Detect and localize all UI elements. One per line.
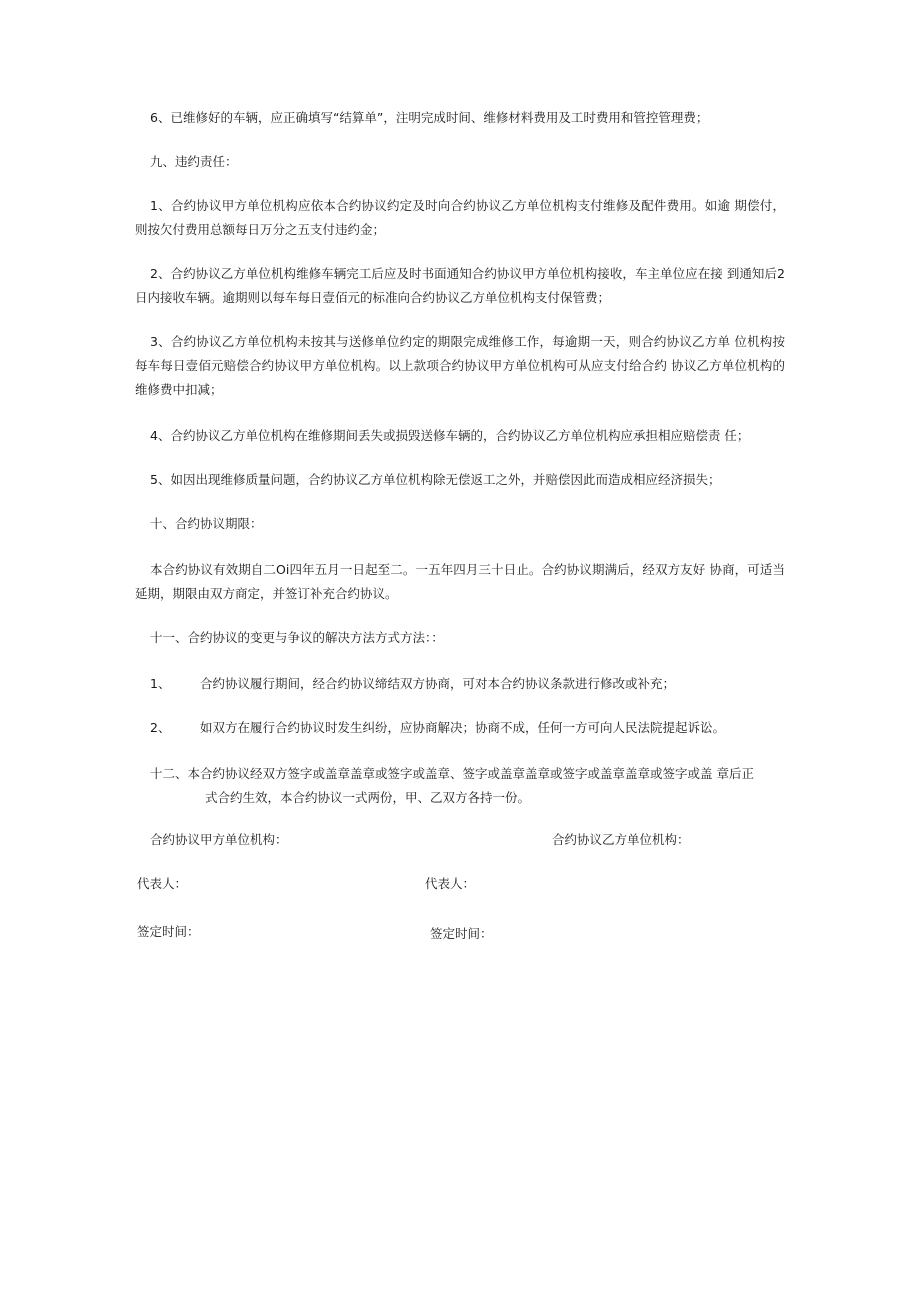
representative-b-label: 代表人： [425, 876, 476, 891]
breach-item-5: 5、如因出现维修质量问题，合约协议乙方单位机构除无偿返工之外，并赔偿因此而造成相应经济损失； [150, 472, 721, 487]
section-heading-term: 十、合约协议期限： [150, 516, 263, 531]
effectiveness-line-2: 式合约生效，本合约协议一式两份，甲、乙双方各持一份。 [205, 790, 531, 805]
section-heading-breach: 九、违约责任： [150, 154, 238, 169]
dispute-item-1 [150, 674, 675, 694]
dispute-item-2 [150, 718, 725, 738]
dispute-item-2-number: 2、 [150, 720, 171, 735]
party-b-label: 合约协议乙方单位机构： [552, 832, 690, 847]
dispute-item-1-text: 合约协议履行期间，经合约协议缔结双方协商，可对本合约协议条款进行修改或补充； [200, 676, 676, 691]
representative-a-label: 代表人： [137, 876, 188, 891]
section-effectiveness [150, 762, 785, 810]
dispute-item-1-number: 1、 [150, 676, 171, 691]
dispute-item-2-text: 如双方在履行合约协议时发生纠纷，应协商解决；协商不成，任何一方可向人民法院提起诉讼。 [200, 720, 726, 735]
breach-item-1: 1、合约协议甲方单位机构应依本合约协议约定及时向合约协议乙方单位机构支付维修及配件费用。如逾 期偿付，则按欠付费用总额每日万分之五支付违约金； [135, 198, 785, 237]
effectiveness-line-1: 十二、本合约协议经双方签字或盖章盖章或签字或盖章、签字或盖章盖章或签字或盖章盖章或签字或盖 章后正 [150, 766, 754, 781]
breach-item-2: 2、合约协议乙方单位机构维修车辆完工后应及时书面通知合约协议甲方单位机构接收，车主单位应在接 到通知后2日内接收车辆。逾期则以每车每日壹佰元的标准向合约协议乙方单位机构支付保管费； [135, 266, 785, 305]
breach-item-3: 3、合约协议乙方单位机构未按其与送修单位约定的期限完成维修工作，每逾期一天，则合约协议乙方单 位机构按每车每日壹佰元赔偿合约协议甲方单位机构。以上款项合约协议甲方单位机构可从应支付给合约 协议乙方单位机构的维修费中扣减； [135, 334, 785, 397]
clause-item-6: 6、已维修好的车辆，应正确填写“结算单”，注明完成时间、维修材料费用及工时费用和管控管理费； [150, 110, 709, 125]
signing-date-b-label: 签定时间： [430, 926, 493, 941]
party-a-label: 合约协议甲方单位机构： [150, 832, 288, 847]
signing-date-a-label: 签定时间： [137, 924, 200, 939]
section-heading-disputes: 十一、合约协议的变更与争议的解决方法方式方法：： [150, 630, 444, 645]
breach-item-4: 4、合约协议乙方单位机构在维修期间丢失或损毁送修车辆的，合约协议乙方单位机构应承担相应赔偿责 任； [150, 428, 750, 443]
term-body: 本合约协议有效期自二Oi四年五月一日起至二。一五年四月三十日止。合约协议期满后，经双方友好 协商，可适当延期，期限由双方商定，并签订补充合约协议。 [135, 562, 785, 601]
